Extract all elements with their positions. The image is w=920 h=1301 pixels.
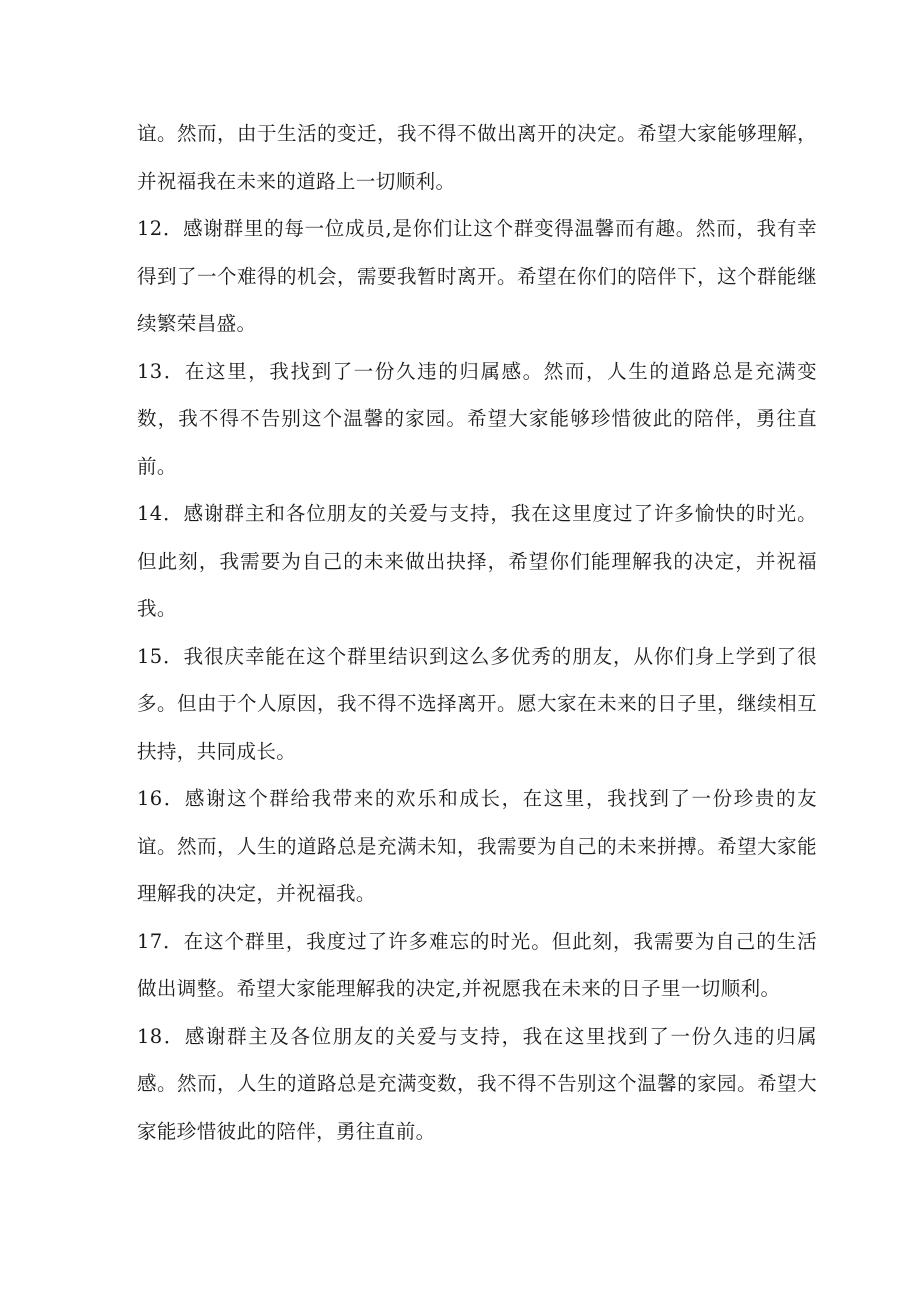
paragraph-18: 18．感谢群主及各位朋友的关爱与支持，我在这里找到了一份久违的归属感。然而，人生的道路总是充满变数，我不得不告别这个温馨的家园。希望大家能珍惜彼此的陪伴，勇往直前。 xyxy=(137,1024,817,1143)
paragraph-16: 16．感谢这个群给我带来的欢乐和成长，在这里，我找到了一份珍贵的友谊。然而，人生的道路总是充满未知，我需要为自己的未来拼搏。希望大家能理解我的决定，并祝福我。 xyxy=(137,787,817,905)
document-body xyxy=(137,110,817,1155)
paragraph-15: 15．我很庆幸能在这个群里结识到这么多优秀的朋友，从你们身上学到了很多。但由于个人原因，我不得不选择离开。愿大家在未来的日子里，继续相互扶持，共同成长。 xyxy=(137,644,817,763)
paragraph-14: 14．感谢群主和各位朋友的关爱与支持，我在这里度过了许多愉快的时光。但此刻，我需要为自己的未来做出抉择，希望你们能理解我的决定，并祝福我。 xyxy=(137,502,817,620)
paragraph-11-continuation: 谊。然而，由于生活的变迁，我不得不做出离开的决定。希望大家能够理解，并祝福我在未来的道路上一切顺利。 xyxy=(137,122,817,193)
paragraph-12: 12．感谢群里的每一位成员,是你们让这个群变得温馨而有趣。然而，我有幸得到了一个难得的机会，需要我暂时离开。希望在你们的陪伴下，这个群能继续繁荣昌盛。 xyxy=(137,217,817,335)
paragraph-13: 13．在这里，我找到了一份久违的归属感。然而，人生的道路总是充满变数，我不得不告别这个温馨的家园。希望大家能够珍惜彼此的陪伴，勇往直前。 xyxy=(137,359,817,478)
paragraph-17: 17．在这个群里，我度过了许多难忘的时光。但此刻，我需要为自己的生活做出调整。希望大家能理解我的决定,并祝愿我在未来的日子里一切顺利。 xyxy=(137,929,817,1000)
